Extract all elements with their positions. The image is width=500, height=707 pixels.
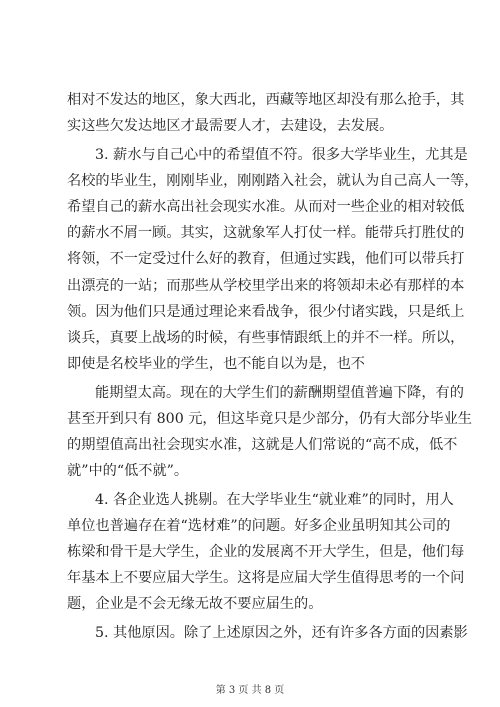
text-line: 即使是名校毕业的学生，也不能自以为是，也不: [67, 356, 365, 373]
body-text: [67, 91, 479, 644]
text-line: 谈兵，真要上战场的时候，有些事情跟纸上的并不一样。所以，: [67, 329, 465, 346]
text-line: 出漂亮的一站；而那些从学校里学出来的将领却未必有那样的本: [67, 277, 465, 294]
text-line: 名校的毕业生，刚刚毕业，刚刚踏入社会，就认为自己高人一等，: [67, 172, 479, 189]
paragraph-start-line: 能期望太高。现在的大学生们的薪酬期望值普遍下降，有的: [95, 384, 464, 401]
text-line: 的薪水不屑一顾。其实，这就象军人打仗一样。能带兵打胜仗的: [67, 225, 465, 242]
paragraph-start-line: 4. 各企业选人挑剔。在大学毕业生“就业难”的同时，用人: [95, 491, 454, 508]
text-line: 题，企业是不会无缘无故不要应届生的。: [67, 596, 323, 613]
text-line: 将领，不一定受过什么好的教育，但通过实践，他们可以带兵打: [67, 251, 465, 268]
text-line: 希望自己的薪水高出社会现实水准。从而对一些企业的相对较低: [67, 199, 465, 216]
text-line: 领。因为他们只是通过理论来看战争，很少付诸实践，只是纸上: [67, 303, 465, 320]
text-line: 的期望值高出社会现实水准，这就是人们常说的“高不成，低不: [67, 437, 458, 454]
text-line: 甚至开到只有 800 元，但这毕竟只是少部分，仍有大部分毕业生: [67, 410, 472, 427]
text-line: 年基本上不要应届大学生。这将是应届大学生值得思考的一个问: [67, 570, 465, 587]
text-line: 实这些欠发达地区才最需要人才，去建设，去发展。: [67, 118, 394, 135]
text-line: 栋梁和骨干是大学生，企业的发展离不开大学生，但是，他们每: [67, 544, 465, 561]
text-line: 相对不发达的地区，象大西北，西藏等地区却没有那么抢手，其: [67, 92, 465, 108]
text-line: 就”中的“低不就”。: [67, 463, 189, 480]
text-line: 单位也普遍存在着“选材难”的问题。好多企业虽明知其公司的: [67, 517, 451, 534]
page-number-footer: 第 3 页 共 8 页: [215, 685, 285, 696]
paragraph-start-line: 5. 其他原因。除了上述原因之外，还有许多各方面的因素影: [95, 624, 468, 641]
paragraph-start-line: 3. 薪水与自己心中的希望值不符。很多大学毕业生，尤其是: [95, 146, 468, 163]
